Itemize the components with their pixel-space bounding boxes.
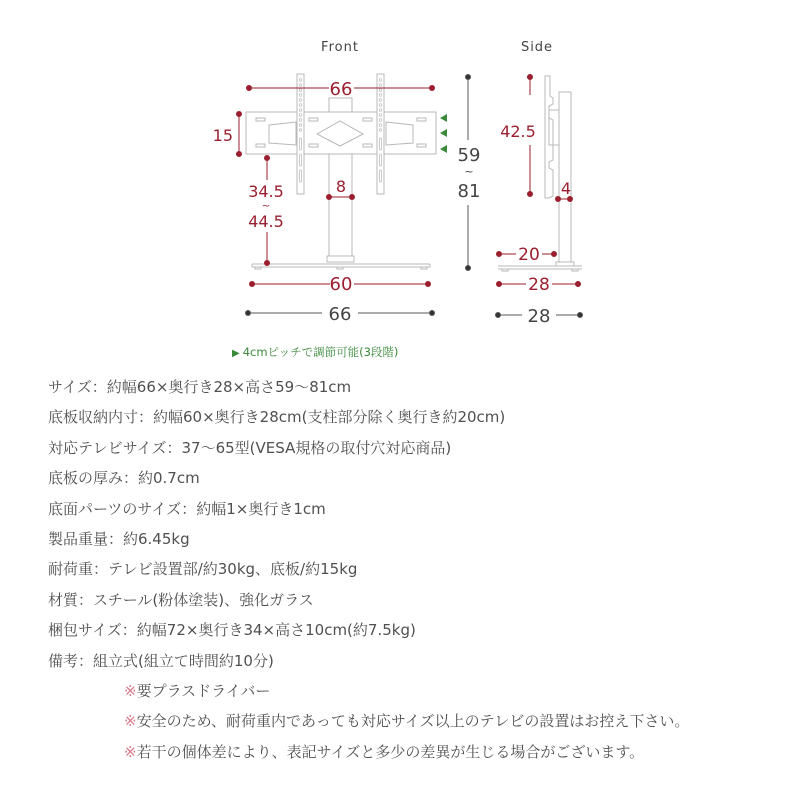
remark-text: 要プラスドライバー [136, 681, 271, 700]
adjustment-note [232, 344, 398, 360]
spec-material: 材質：スチール(粉体塗装)、強化ガラス [48, 590, 314, 609]
dim-overall-height-tilde: ~ [464, 165, 474, 178]
side-view-title: Side [520, 40, 554, 55]
spec-size: サイズ：約幅66×奥行き28×高さ59～81cm [48, 378, 352, 396]
dim-floor-to-panel-min: 34.5 [248, 182, 284, 201]
dim-base-inner-width: 60 [329, 274, 353, 295]
spec-load-capacity: 耐荷重：テレビ設置部/約30kg、底板/約15kg [48, 560, 358, 579]
dimension-drawing [0, 0, 800, 340]
reference-mark: ※ [124, 712, 137, 731]
dim-overall-height-min: 59 [457, 145, 481, 166]
spec-package-size: 梱包サイズ：約幅72×奥行き34×高さ10cm(約7.5kg) [48, 621, 416, 640]
remark-item [48, 706, 788, 736]
dim-pole-width: 8 [335, 177, 347, 196]
front-view-title: Front [321, 40, 359, 55]
remark-text: 安全のため、耐荷重内であっても対応サイズ以上のテレビの設置はお控え下さい。 [136, 712, 690, 731]
remark-item [48, 737, 788, 767]
dim-overall-height-max: 81 [457, 181, 481, 202]
spec-list [48, 372, 788, 767]
dim-floor-to-panel-max: 44.5 [248, 212, 284, 231]
dim-base-inner-depth: 28 [528, 275, 550, 295]
remark-item [48, 676, 788, 706]
reference-mark: ※ [124, 742, 137, 761]
dim-front-to-pole: 20 [518, 245, 540, 265]
dim-front-top-width: 66 [329, 79, 353, 100]
dim-floor-to-panel-tilde: ~ [261, 201, 271, 212]
spec-tv-size: 対応テレビサイズ：37～65型(VESA規格の取付穴対応商品) [48, 438, 452, 457]
side-view-stand [498, 76, 582, 271]
spec-foot-size: 底面パーツのサイズ：約幅1×奥行き1cm [48, 499, 326, 518]
dim-pole-depth: 4 [560, 179, 572, 198]
reference-mark: ※ [124, 681, 137, 700]
front-view-stand [246, 74, 436, 269]
dim-overall-depth: 28 [527, 306, 551, 327]
dim-bracket-height: 42.5 [500, 122, 536, 141]
spec-base-inner-size: 底板収納内寸：約幅60×奥行き28cm(支柱部分除く奥行き約20cm) [48, 408, 506, 427]
spec-remarks: 備考：組立式(組立て時間約10分) [48, 651, 274, 670]
adjustment-note-text: 4cmピッチで調節可能(3段階) [242, 345, 399, 359]
remark-text: 若干の個体差により、表記サイズと多少の差異が生じる場合がございます。 [136, 742, 645, 761]
triangle-right-icon: ▶ [232, 348, 240, 359]
dim-front-panel-height: 15 [212, 126, 233, 145]
spec-base-thickness: 底板の厚み：約0.7cm [48, 469, 200, 488]
spec-weight: 製品重量：約6.45kg [48, 529, 190, 548]
height-adjust-markers [440, 114, 447, 153]
dim-overall-width: 66 [328, 304, 352, 325]
